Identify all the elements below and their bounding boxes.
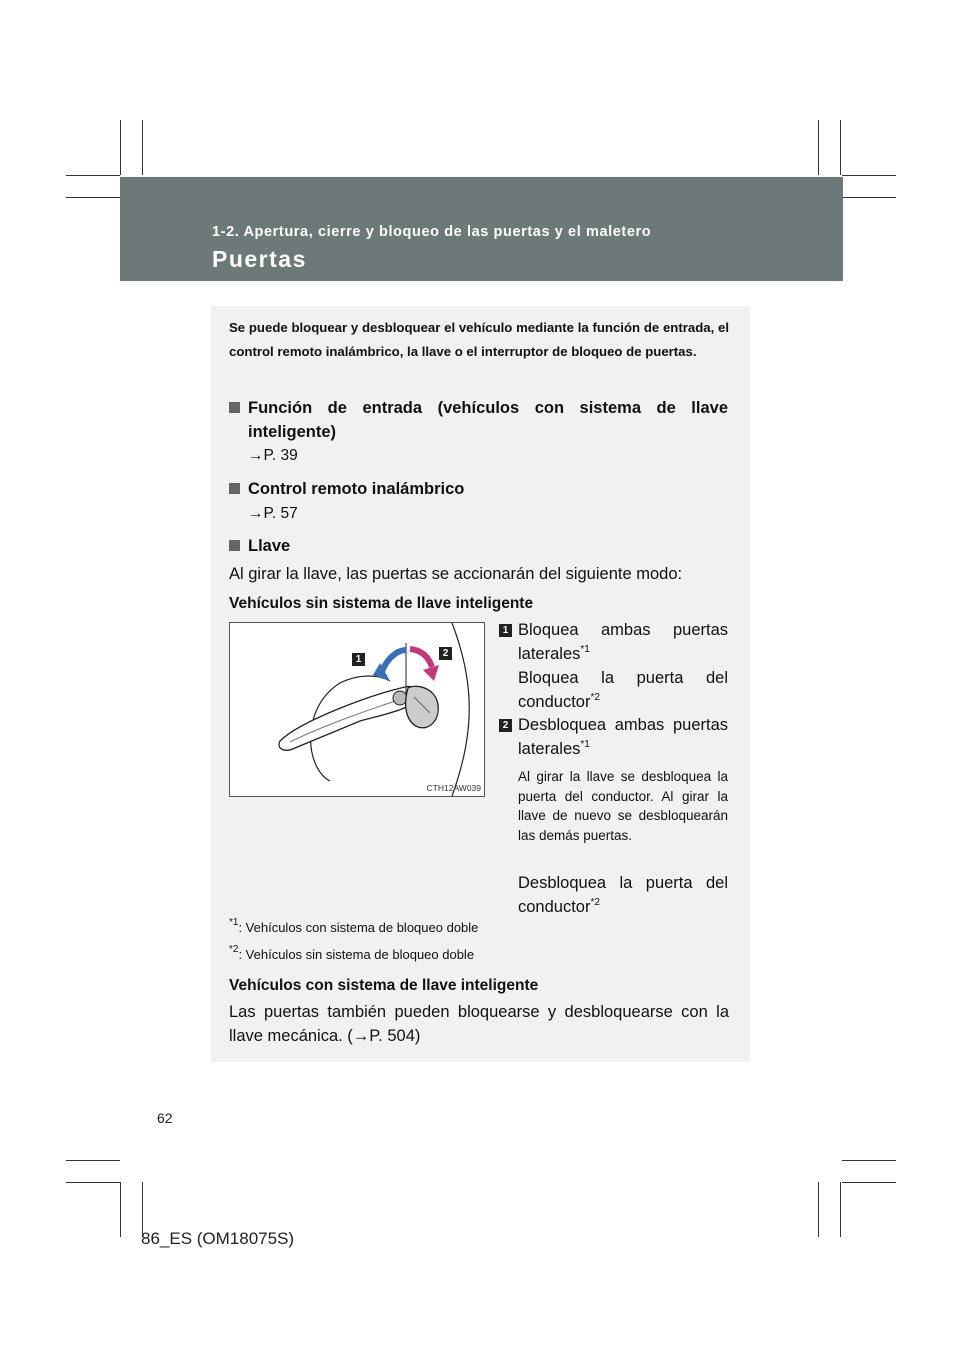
crop-mark	[842, 175, 896, 176]
item1-lock-both-text: Bloquea ambas puertas laterales	[518, 621, 728, 663]
crop-mark	[842, 1160, 896, 1161]
heading-entry-function: Función de entrada (vehículos con sistema de llave inteligente)	[248, 399, 728, 441]
crop-mark	[142, 120, 143, 175]
figure-badge-1: 1	[352, 653, 365, 666]
footnote-mark: *1	[229, 917, 239, 928]
smart-key-text: Las puertas también pueden bloquearse y desbloquearse con la llave mecánica. (→P. 504)	[229, 1003, 729, 1045]
crop-mark	[120, 120, 121, 175]
crop-mark	[818, 120, 819, 175]
no-smart-key-title: Vehículos sin sistema de llave inteligente	[229, 595, 534, 612]
item2-unlock-both	[518, 713, 728, 761]
ref-remote-control: →P. 57	[248, 505, 298, 522]
footnote-mark: *2	[229, 944, 239, 955]
crop-mark	[842, 1182, 896, 1183]
item2-unlock-driver-text: Desbloquea la puerta del conductor	[518, 874, 728, 916]
crop-mark	[840, 120, 841, 175]
item1-lock-both	[518, 618, 728, 666]
crop-mark	[842, 197, 896, 198]
item1-lock-driver	[518, 666, 728, 714]
footnote-1-text: : Vehículos con sistema de bloqueo doble	[238, 920, 479, 935]
crop-mark	[120, 1182, 121, 1237]
item1-lock-driver-text: Bloquea la puerta del conductor	[518, 669, 728, 711]
document-id: 86_ES (OM18075S)	[141, 1229, 295, 1248]
intro-text: Se puede bloquear y desbloquear el vehículo mediante la función de entrada, el control remoto inalámbrico, la llave o el interruptor de bloqueo de puertas.	[229, 320, 729, 359]
footnote-mark: *2	[590, 692, 600, 703]
footnote-2-text: : Vehículos sin sistema de bloqueo doble	[238, 947, 475, 962]
crop-mark	[66, 175, 120, 176]
item2-unlock-both-text: Desbloquea ambas puertas laterales	[518, 716, 728, 758]
bullet-square-icon	[229, 540, 240, 551]
smart-key-title: Vehículos con sistema de llave inteligente	[229, 977, 539, 994]
item2-note: Al girar la llave se desbloquea la puerta del conductor. Al girar la llave de nuevo se desbloquearán las demás puertas.	[518, 769, 728, 843]
figure-badge-2: 2	[439, 647, 452, 660]
crop-mark	[66, 1160, 120, 1161]
page-number: 62	[157, 1110, 173, 1126]
bullet-square-icon	[229, 483, 240, 494]
heading-remote-control: Control remoto inalámbrico	[248, 480, 465, 498]
ref-entry-function: →P. 39	[248, 447, 298, 464]
crop-mark	[66, 1182, 120, 1183]
heading-key: Llave	[248, 537, 291, 555]
page-title: Puertas	[212, 246, 307, 272]
item2-unlock-driver	[518, 871, 728, 919]
item-badge-1: 1	[499, 624, 512, 637]
key-description: Al girar la llave, las puertas se accionarán del siguiente modo:	[229, 565, 683, 583]
key-door-illustration	[229, 622, 485, 797]
crop-mark	[840, 1182, 841, 1237]
section-title: 1-2. Apertura, cierre y bloqueo de las puertas y el maletero	[212, 224, 652, 240]
crop-mark	[66, 197, 120, 198]
crop-mark	[818, 1182, 819, 1237]
content-box	[211, 306, 750, 1062]
footnote-mark: *2	[590, 897, 600, 908]
header-band	[120, 177, 843, 281]
footnote-2	[229, 944, 475, 962]
footnote-mark: *1	[580, 644, 590, 655]
figure-code: CTH12AW039	[426, 783, 481, 793]
item-badge-2: 2	[499, 719, 512, 732]
bullet-square-icon	[229, 402, 240, 413]
footnote-1	[229, 917, 479, 935]
footnote-mark: *1	[580, 739, 590, 750]
